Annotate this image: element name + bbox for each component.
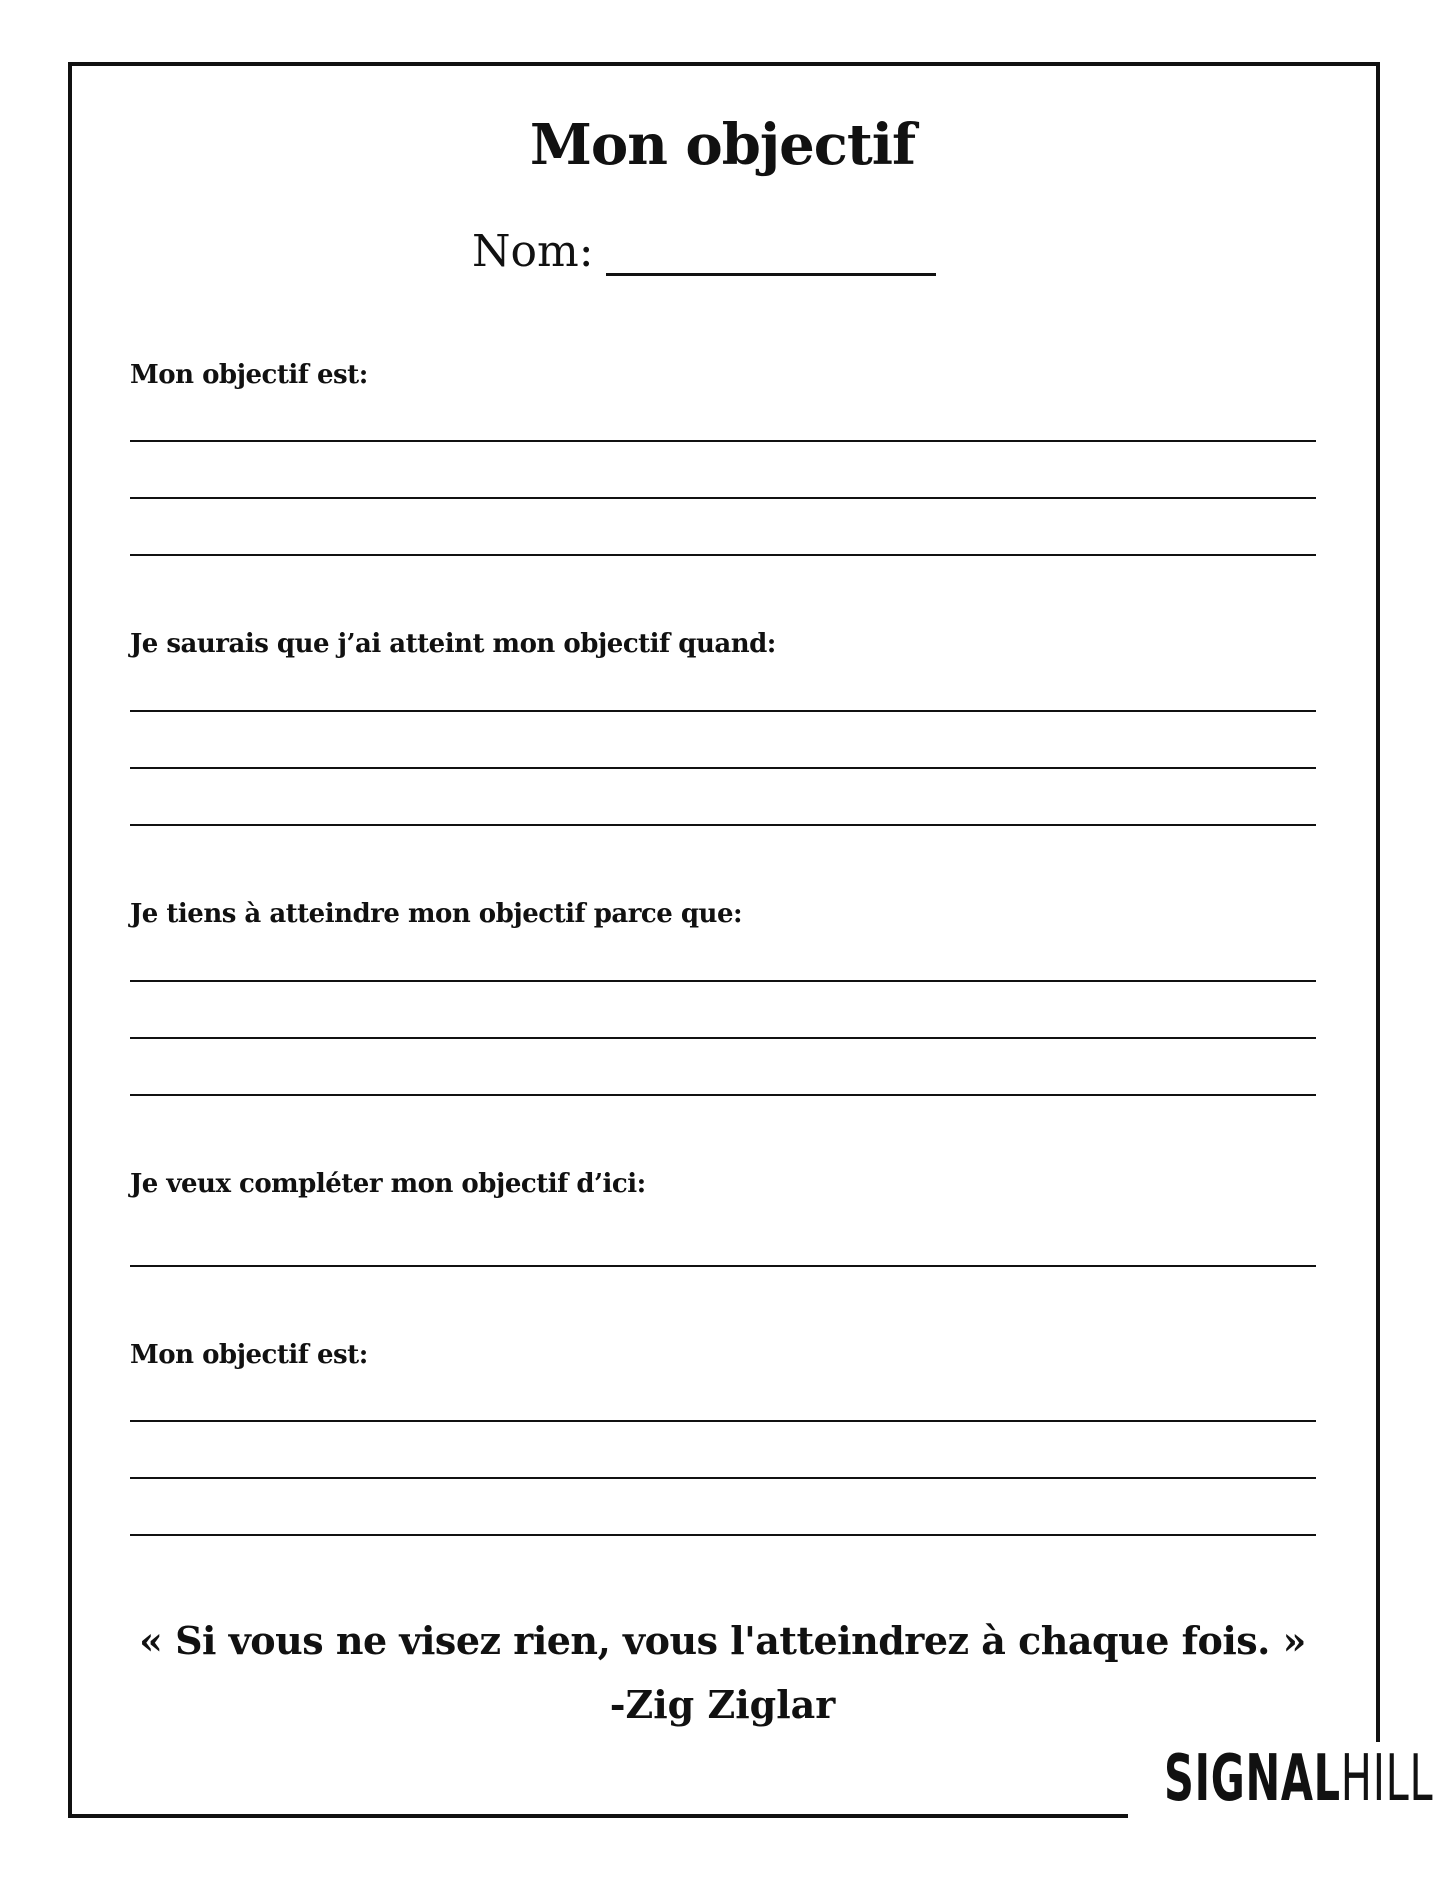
name-input-line[interactable] bbox=[606, 273, 936, 276]
goal-repeat-answer-line-3[interactable] bbox=[130, 1534, 1316, 1536]
logo-part-signal: SIGNAL bbox=[1164, 1742, 1341, 1816]
success-answer-line-3[interactable] bbox=[130, 824, 1316, 826]
motivation-answer-line-2[interactable] bbox=[130, 1037, 1316, 1039]
page-title: Mon objectif bbox=[529, 112, 916, 178]
name-label: Nom: bbox=[472, 226, 594, 277]
logo-part-hill: HILL bbox=[1340, 1742, 1434, 1816]
logo-wordmark bbox=[1164, 1724, 1433, 1834]
page-border-bottom bbox=[68, 1814, 1128, 1818]
goal-answer-line-2[interactable] bbox=[130, 497, 1316, 499]
goal-answer-line-1[interactable] bbox=[130, 440, 1316, 442]
page-border-right bbox=[1376, 62, 1380, 1742]
motivation-answer-line-3[interactable] bbox=[130, 1094, 1316, 1096]
deadline-answer-line[interactable] bbox=[130, 1265, 1316, 1267]
name-field-row bbox=[472, 214, 936, 277]
quote-author: -Zig Ziglar bbox=[609, 1682, 836, 1727]
goal-repeat-answer-line-1[interactable] bbox=[130, 1420, 1316, 1422]
prompt-success-criteria: Je saurais que j’ai atteint mon objectif quand: bbox=[130, 629, 776, 659]
prompt-motivation: Je tiens à atteindre mon objectif parce que: bbox=[130, 899, 743, 929]
motivation-answer-line-1[interactable] bbox=[130, 980, 1316, 982]
page-border-left bbox=[68, 62, 72, 1818]
goal-repeat-answer-line-2[interactable] bbox=[130, 1477, 1316, 1479]
signalhill-logo bbox=[1164, 1724, 1445, 1834]
quote-text: « Si vous ne visez rien, vous l'atteindrez à chaque fois. » bbox=[139, 1618, 1306, 1663]
success-answer-line-1[interactable] bbox=[130, 710, 1316, 712]
prompt-goal: Mon objectif est: bbox=[130, 360, 368, 390]
success-answer-line-2[interactable] bbox=[130, 767, 1316, 769]
goal-answer-line-3[interactable] bbox=[130, 554, 1316, 556]
page-border-top bbox=[68, 62, 1380, 66]
prompt-deadline: Je veux compléter mon objectif d’ici: bbox=[130, 1169, 646, 1199]
prompt-goal-repeat: Mon objectif est: bbox=[130, 1340, 368, 1370]
